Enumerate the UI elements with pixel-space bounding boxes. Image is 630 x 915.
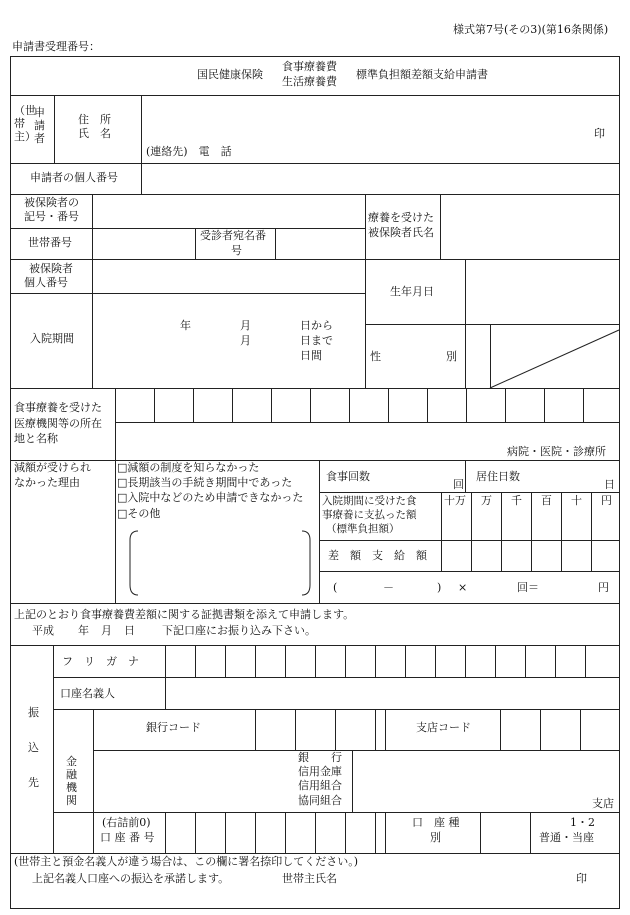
reason-option-other[interactable]: □その他: [117, 507, 161, 520]
insured-symbol-label-1: 被保険者の: [24, 196, 79, 209]
address-label: 住 所: [78, 113, 111, 126]
applicant-id-number-field[interactable]: [142, 164, 619, 194]
bank-type-credit-union[interactable]: 信用組合: [298, 779, 342, 792]
applicant-address-field[interactable]: [142, 96, 619, 144]
treated-name-label-1: 療養を受けた: [368, 211, 434, 224]
footer-note: (世帯主と預金名義人が違う場合は、この欄に署名捺印してください。): [14, 855, 359, 868]
digit-1k: 千: [511, 494, 522, 507]
account-type-options-number[interactable]: 1・2: [570, 816, 595, 829]
formula-times-unit: 回＝: [517, 581, 539, 594]
digit-100: 百: [541, 494, 552, 507]
admission-month-from: 月: [240, 319, 251, 332]
account-type-options-kind[interactable]: 普通・当座: [539, 831, 594, 844]
contact-phone-label: (連絡先) 電 話: [146, 145, 232, 158]
bank-type-shinkin[interactable]: 信用金庫: [298, 765, 342, 778]
admission-period-label: 入院期間: [30, 332, 74, 345]
branch-suffix: 支店: [592, 797, 614, 810]
bank-side-4: 関: [66, 794, 77, 807]
reason-option-hospitalized[interactable]: □入院中などのため申請できなかった: [117, 491, 304, 504]
digit-100k: 十万: [444, 494, 466, 507]
formula-minus: －: [383, 581, 394, 594]
declaration-year: 年: [78, 624, 89, 637]
insured-symbol-label-2: 記号・番号: [24, 210, 79, 223]
account-type-label-1: 口 座 種: [412, 816, 460, 829]
householder-side-label: （世帯主）: [14, 104, 36, 143]
recipient-number-label-2: 号: [231, 244, 242, 257]
formula-close: ): [437, 581, 442, 594]
paid-amount-label-3: （標準負担額）: [326, 523, 400, 535]
formula-times: ×: [458, 581, 468, 594]
bank-side-1: 金: [66, 755, 77, 768]
personal-number-label-1: 被保険者: [29, 262, 73, 275]
stay-days-unit: 日: [604, 478, 615, 491]
declaration-line: 上記のとおり食事療養費差額に関する証拠書類を添えて申請します。: [14, 608, 355, 621]
recipient-number-label-1: 受診者宛名番: [200, 229, 266, 242]
reason-option-long-term-pending[interactable]: □長期該当の手続き期間中であった: [117, 476, 293, 489]
admission-year: 年: [180, 319, 191, 332]
account-holder-label: 口座名義人: [60, 687, 115, 700]
declaration-day: 日: [124, 624, 135, 637]
applicant-id-number-label: 申請者の個人番号: [30, 171, 118, 184]
footer-seal: 印: [576, 872, 587, 885]
gender-label-2: 別: [446, 350, 457, 363]
institution-label-3: 地と名称: [14, 432, 58, 445]
account-number-label-2: 口 座 番 号: [100, 831, 155, 844]
formula-open: (: [333, 581, 338, 594]
bank-side-3: 機: [66, 781, 77, 794]
reduction-reason-label-1: 減額が受けられ: [14, 461, 91, 474]
applicant-side-label: 申請者: [34, 106, 45, 145]
personal-number-label-2: 個人番号: [24, 276, 68, 289]
institution-label-1: 食事療養を受けた: [14, 401, 102, 414]
declaration-month: 月: [101, 624, 112, 637]
furigana-label: フ リ ガ ナ: [62, 655, 139, 668]
formula-yen: 円: [598, 581, 609, 594]
admission-from-day: 日から: [300, 319, 333, 332]
receipt-number-label: 申請書受理番号：: [12, 40, 100, 53]
page-title: 標準負担額差額支給申請書: [356, 68, 488, 81]
branch-code-label: 支店コード: [416, 721, 471, 734]
declaration-transfer-request: 下記口座にお振り込み下さい。: [162, 624, 316, 637]
reason-option-unaware[interactable]: □減額の制度を知らなかった: [117, 461, 260, 474]
institution-type-suffix: 病院・医院・診療所: [507, 445, 606, 458]
stay-days-label: 居住日数: [476, 470, 520, 483]
meal-count-unit: 回: [453, 478, 464, 491]
difference-amount-label: 差 額 支 給 額: [328, 549, 427, 562]
bank-code-label: 銀行コード: [146, 721, 201, 734]
digit-10: 十: [571, 494, 582, 507]
title-meal-cost: 食事療養費: [282, 60, 337, 73]
admission-days: 日間: [300, 349, 322, 362]
title-prefix: 国民健康保険: [197, 68, 263, 81]
account-type-label-2: 別: [430, 831, 441, 844]
transfer-side-3: 先: [28, 776, 39, 789]
paid-amount-label-2: 事療養に支払った額: [322, 509, 417, 521]
bank-side-2: 融: [66, 768, 77, 781]
treated-name-label-2: 被保険者氏名: [368, 226, 434, 239]
digit-yen: 円: [601, 494, 612, 507]
householder-name-label: 世帯主氏名: [282, 872, 337, 885]
birthdate-label: 生年月日: [390, 285, 434, 298]
paid-amount-label-1: 入院期間に受けた食: [322, 495, 417, 507]
bank-type-cooperative[interactable]: 協同組合: [298, 794, 342, 807]
name-label: 氏 名: [78, 127, 111, 140]
account-holder-field[interactable]: [166, 678, 619, 709]
account-number-label-1: (右詰前0): [102, 816, 151, 829]
transfer-side-2: 込: [28, 741, 39, 754]
household-number-label: 世帯番号: [28, 236, 72, 249]
meal-count-label: 食事回数: [326, 470, 370, 483]
applicant-seal: 印: [594, 127, 605, 140]
transfer-side-1: 振: [28, 706, 39, 719]
gender-label-1: 性: [370, 350, 381, 363]
form-number: 様式第7号(その3)(第16条関係): [453, 23, 609, 36]
digit-10k: 万: [481, 494, 492, 507]
admission-month-to: 月: [240, 334, 251, 347]
footer-consent: 上記名義人口座への振込を承諾します。: [32, 872, 230, 885]
declaration-era: 平成: [32, 624, 54, 637]
admission-to-day: 日まで: [300, 334, 333, 347]
reduction-reason-label-2: なかった理由: [14, 476, 80, 489]
title-living-cost: 生活療養費: [282, 75, 337, 88]
institution-label-2: 医療機関等の所在: [14, 417, 102, 430]
bank-type-bank[interactable]: 銀 行: [298, 751, 342, 764]
